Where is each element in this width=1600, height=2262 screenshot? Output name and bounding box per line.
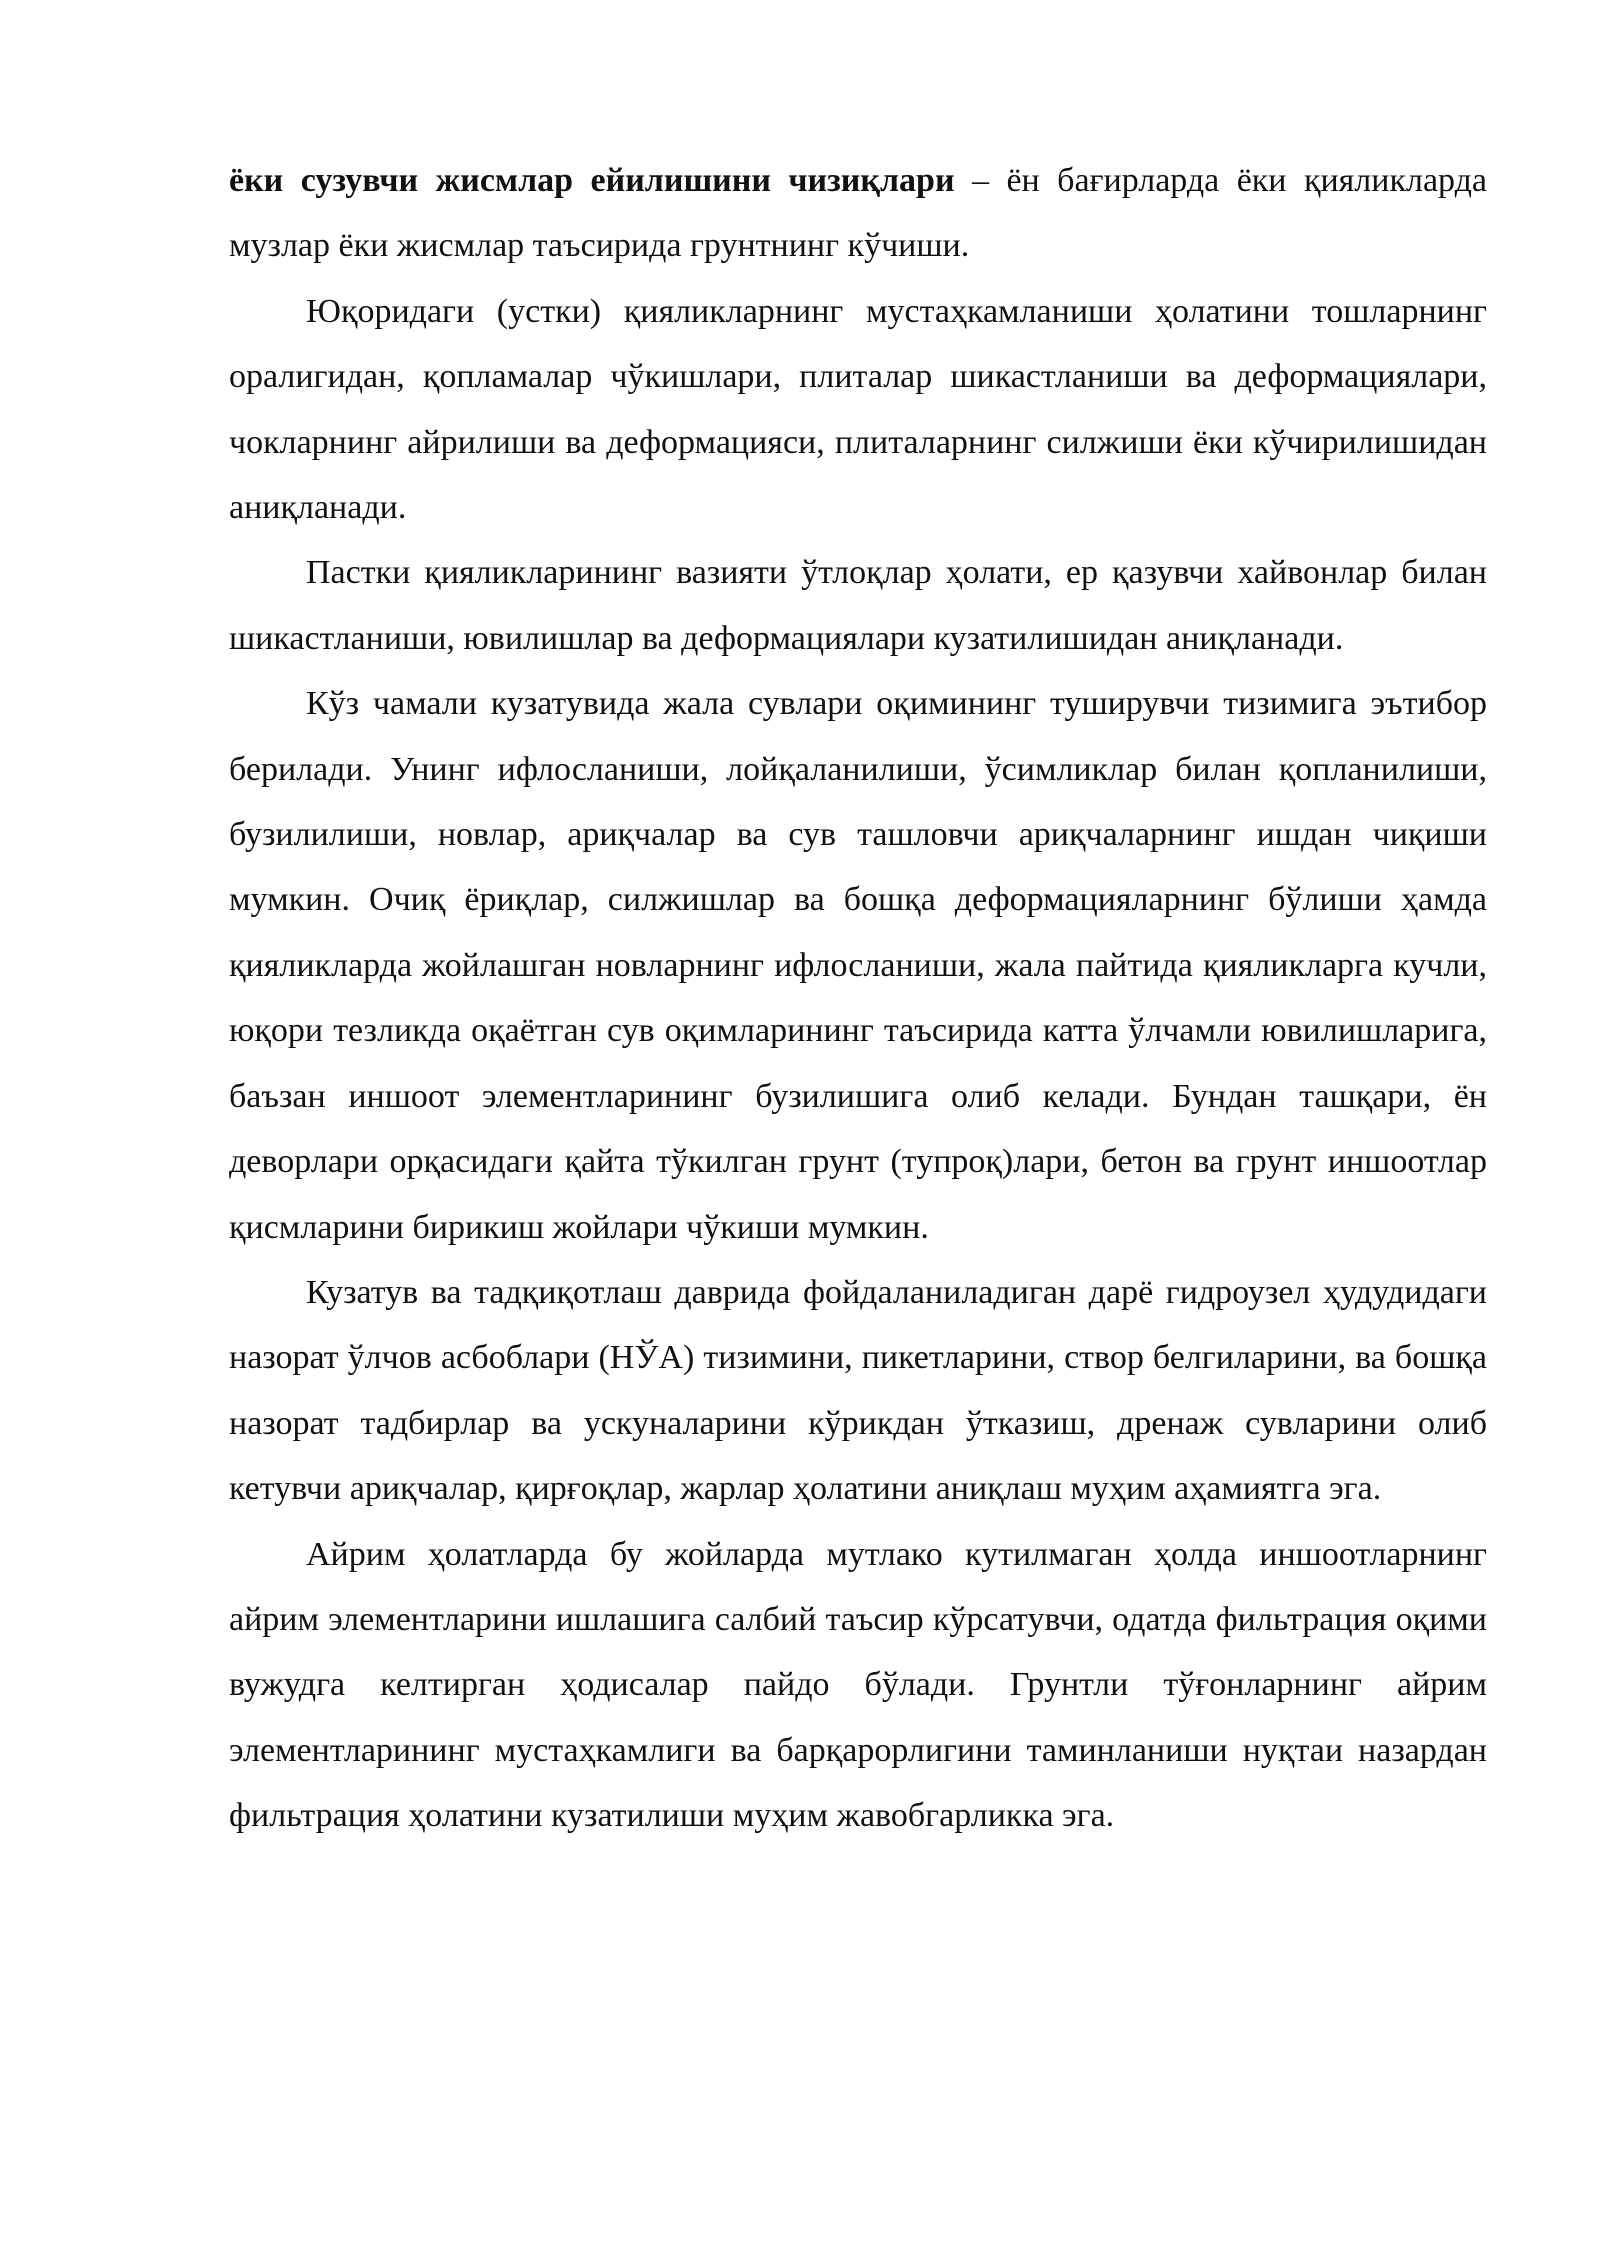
paragraph-5: Кузатув ва тадқиқотлаш даврида фойдаланиладиган дарё гидроузел ҳудудидаги назорат ўлчов асбоблари (НЎА) тизимини, пикетларини, створ белгиларини, ва бошқа назорат тадбирлар ва ускуналарини кўрикдан ўтказиш, дренаж сувларини олиб кетувчи ариқчалар, қирғоқлар, жарлар ҳолатини аниқлаш муҳим аҳамиятга эга. bbox=[229, 1273, 1487, 1508]
paragraph-1 bbox=[229, 148, 1487, 279]
paragraph-1-bold-lead: ёки сузувчи жисмлар ейилишини чизиқлари bbox=[229, 162, 955, 199]
document-body bbox=[229, 148, 1487, 1849]
paragraph-4: Кўз чамали кузатувида жала сувлари оқимининг туширувчи тизимига эътибор берилади. Унинг ифлосланиши, лойқаланилиши, ўсимликлар билан қопланилиши, бузилилиши, новлар, ариқчалар ва сув ташловчи ариқчаларнинг ишдан чиқиши мумкин. Очиқ ёриқлар, силжишлар ва бошқа деформацияларнинг бўлиши ҳамда қияликларда жойлашган новларнинг ифлосланиши, жала пайтида қияликларга кучли, юқори тезликда оқаётган сув оқимларининг таъсирида катта ўлчамли ювилишларига, баъзан иншоот элементларининг бузилишига олиб келади. Бундан ташқари, ён деворлари орқасидаги қайта тўкилган грунт (тупроқ)лари, бетон ва грунт иншоотлар қисмларини бирикиш жойлари чўкиши мумкин. bbox=[229, 685, 1487, 1246]
paragraph-6: Айрим ҳолатларда бу жойларда мутлако кутилмаган ҳолда иншоотларнинг айрим элементларини ишлашига салбий таъсир кўрсатувчи, одатда фильтрация оқими вужудга келтирган ҳодисалар пайдо бўлади. Грунтли тўғонларнинг айрим элементларининг мустаҳкамлиги ва барқарорлигини таминланиши нуқтаи назардан фильтрация ҳолатини кузатилиши муҳим жавобгарликка эга. bbox=[229, 1535, 1487, 1835]
paragraph-1-text: – ён бағирларда ёки қияликларда музлар ёки жисмлар таъсирида грунтнинг кўчиши. bbox=[229, 162, 1487, 265]
paragraph-2: Юқоридаги (устки) қияликларнинг мустаҳкамланиши ҳолатини тошларнинг оралигидан, қопламалар чўкишлари, плиталар шикастланиши ва деформациялари, чокларнинг айрилиши ва деформацияси, плиталарнинг силжиши ёки кўчирилишидан аниқланади. bbox=[229, 292, 1487, 527]
paragraph-3: Пастки қияликларининг вазияти ўтлоқлар ҳолати, ер қазувчи хайвонлар билан шикастланиши, ювилишлар ва деформациялари кузатилишидан аниқланади. bbox=[229, 554, 1487, 657]
